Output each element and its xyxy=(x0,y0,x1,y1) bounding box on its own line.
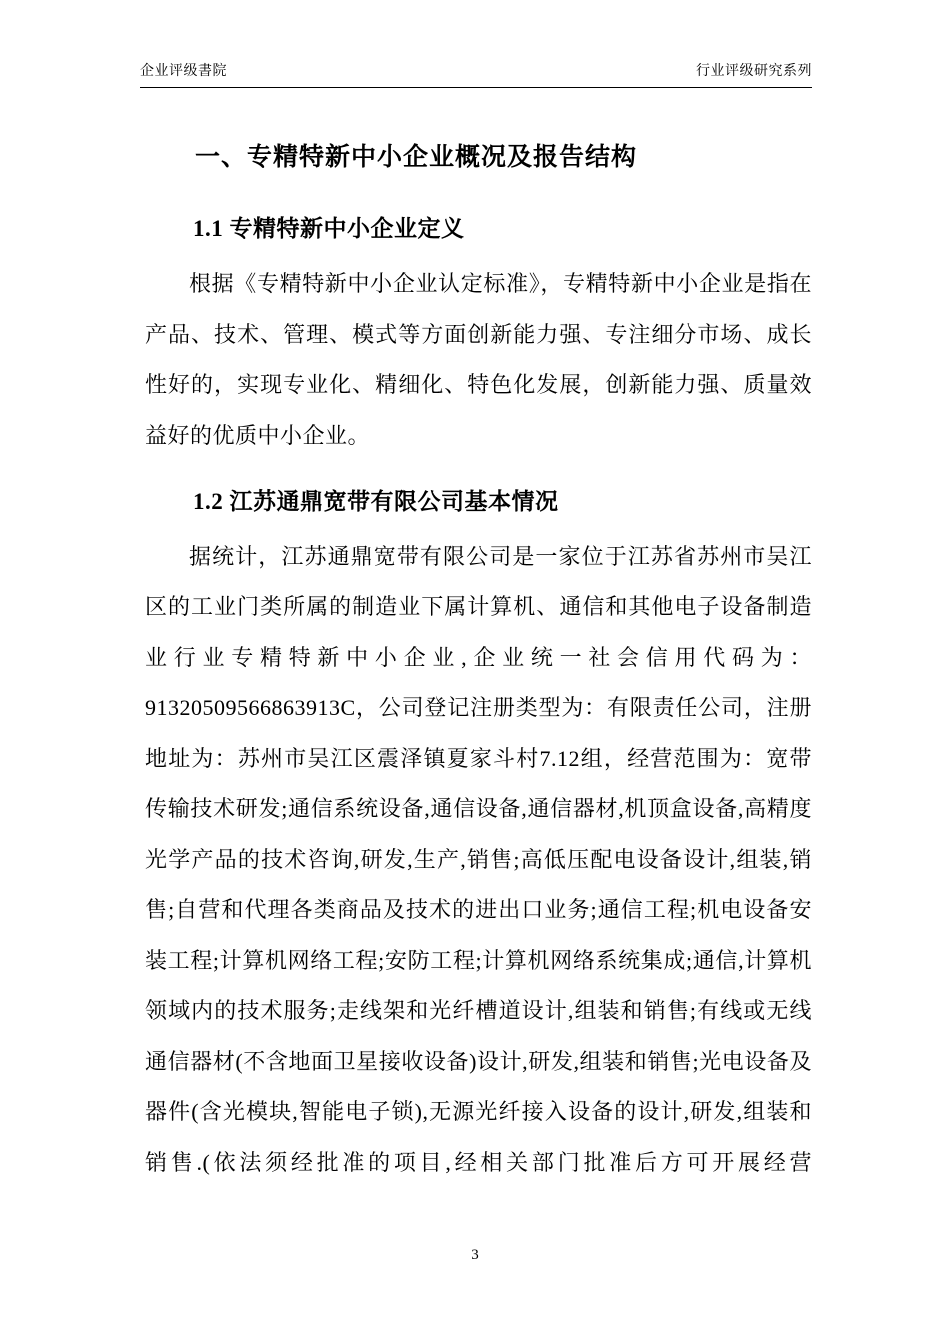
document-body xyxy=(145,128,812,1188)
page-footer xyxy=(0,1247,950,1264)
chapter-heading: 一、专精特新中小企业概况及报告结构 xyxy=(195,144,638,171)
page-header xyxy=(140,60,812,88)
section-heading-definition: 1.1 专精特新中小企业定义 xyxy=(193,216,465,242)
header-left-text: 企业评级書院 xyxy=(140,64,227,79)
section-heading-company-basic-info: 1.2 江苏通鼎宽带有限公司基本情况 xyxy=(193,489,559,514)
paragraph-definition: 根据《专精特新中小企业认定标准》，专精特新中小企业是指在产品、技术、管理、模式等方面创新能力强、专注细分市场、成长性好的，实现专业化、精细化、特色化发展，创新能力强、质量效益好的优质中小企业。 xyxy=(145,271,812,448)
paragraph-company-basic-info: 据统计，江苏通鼎宽带有限公司是一家位于江苏省苏州市吴江区的工业门类所属的制造业下属计算机、通信和其他电子设备制造业行业专精特新中小企业,企业统一社会信用代码为：91320509566863913C，公司登记注册类型为：有限责任公司，注册地址为：苏州市吴江区震泽镇夏家斗村7.12组，经营范围为：宽带传输技术研发;通信系统设备,通信设备,通信器材,机顶盒设备,高精度光学产品的技术咨询,研发,生产,销售;高低压配电设备设计,组装,销售;自营和代理各类商品及技术的进出口业务;通信工程;机电设备安装工程;计算机网络工程;安防工程;计算机网络系统集成;通信,计算机领域内的技术服务;走线架和光纤槽道设计,组装和销售;有线或无线通信器材(不含地面卫星接收设备)设计,研发,组装和销售;光电设备及器件(含光模块,智能电子锁),无源光纤接入设备的设计,研发,组装和销售.(依法须经批准的项目,经相关部门批准后方可开展经营 xyxy=(145,543,812,1175)
page-number: 3 xyxy=(471,1247,479,1263)
header-right-text: 行业评级研究系列 xyxy=(696,64,812,79)
